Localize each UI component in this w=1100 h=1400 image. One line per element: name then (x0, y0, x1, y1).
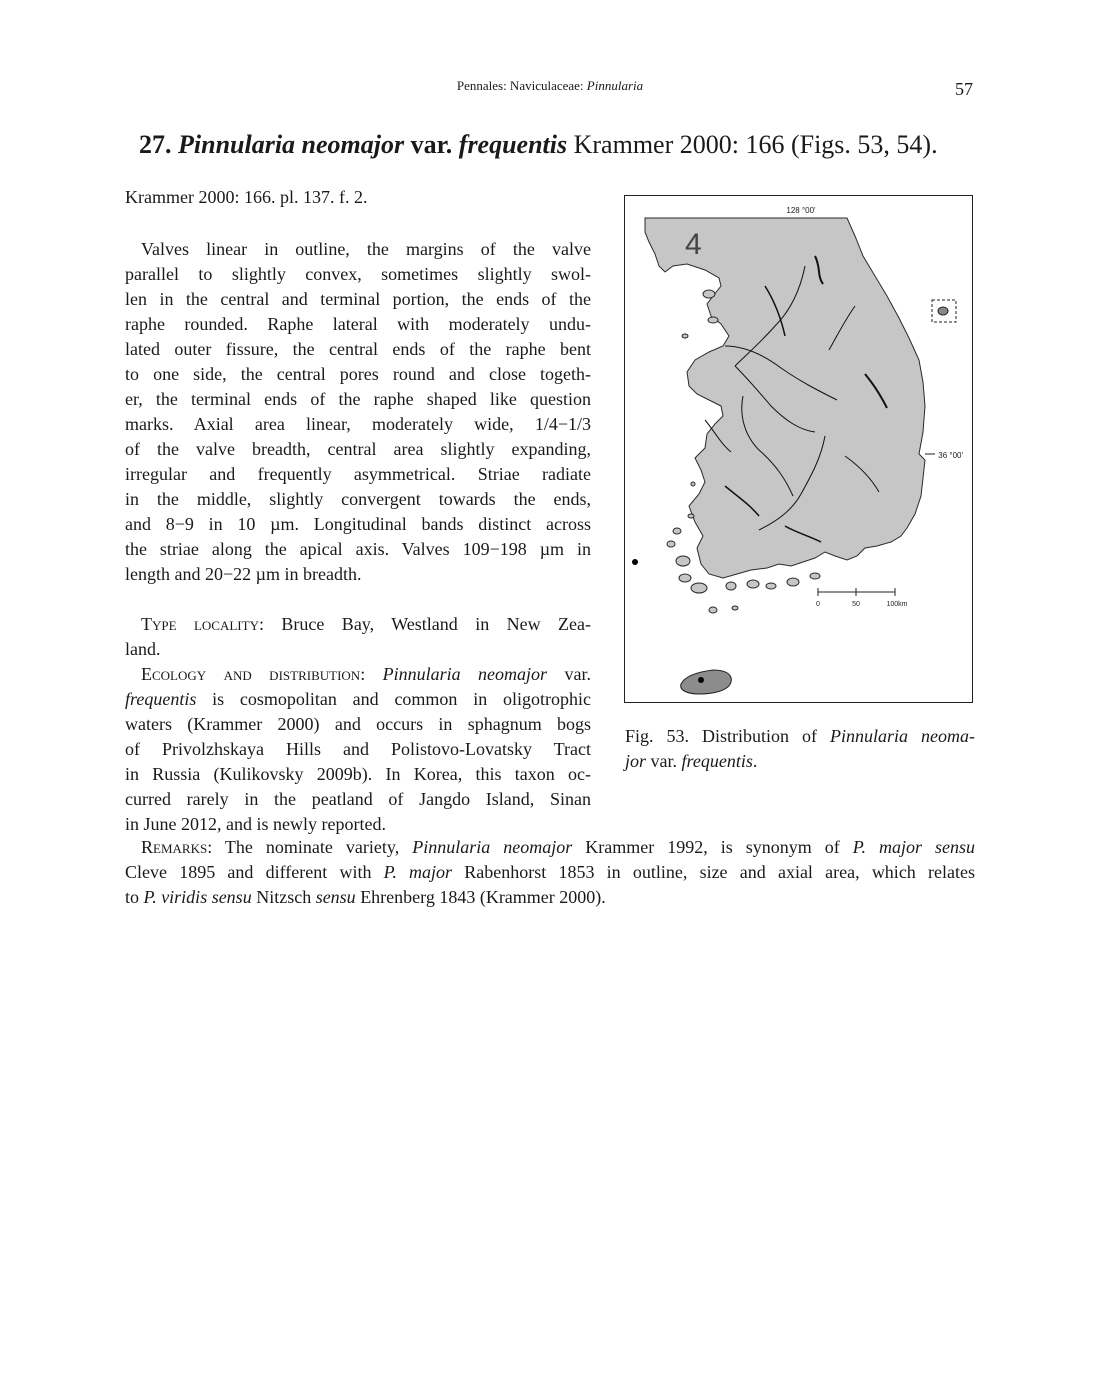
species-name: Pinnularia neomajor (178, 130, 405, 159)
latitude-label: 36 °00' (938, 451, 963, 460)
ecology-line: curred rarely in the peatland of Jangdo Island, Sinan (125, 789, 591, 809)
figure-caption (625, 724, 975, 774)
description-line: parallel to slightly convex, sometimes slightly swol- (125, 264, 591, 284)
description-line: len in the central and terminal portion, the ends of the (125, 289, 591, 309)
peninsula-shape (645, 218, 925, 578)
description-line: raphe rounded. Raphe lateral with moderately undu- (125, 314, 591, 334)
remarks-line: Remarks: The nominate variety, Pinnularia neomajor Krammer 1992, is synonym of P. major sensu (141, 837, 975, 857)
scale-label-100km: 100km (886, 601, 908, 608)
species-authority: Krammer 2000: 166 (Figs. 53, 54). (573, 130, 938, 159)
remarks-label: Remarks (141, 837, 208, 857)
description-line: of the valve breadth, central area slightly expanding, (125, 439, 591, 459)
page-number: 57 (955, 79, 973, 99)
caption-line: jor var. frequentis. (625, 751, 758, 771)
type-locality-label: Type locality (141, 614, 259, 634)
description-line: in the middle, slightly convergent towards the ends, (125, 489, 591, 509)
species-title (139, 130, 938, 160)
type-locality-paragraph (125, 612, 591, 837)
ecology-line: frequentis is cosmopolitan and common in oligotrophic (125, 689, 591, 709)
ecology-line: in Russia (Kulikovsky 2009b). In Korea, this taxon oc- (125, 764, 591, 784)
remarks-line: to P. viridis sensu Nitzsch sensu Ehrenberg 1843 (Krammer 2000). (125, 887, 606, 907)
jeju-island (681, 670, 732, 694)
scale-label-50: 50 (852, 601, 860, 608)
description-line: marks. Axial area linear, moderately wide, 1/4−1/3 (125, 414, 591, 434)
type-locality-line: Type locality: Bruce Bay, Westland in New Zea- (141, 614, 591, 634)
ecology-label: Ecology and distribution (141, 664, 361, 684)
description-paragraph (125, 237, 591, 587)
description-line: to one side, the central pores round and close togeth- (125, 364, 591, 384)
running-head-genus: Pinnularia (586, 78, 644, 93)
remarks-line: Cleve 1895 and different with P. major Rabenhorst 1853 in outline, size and axial area, which relates (125, 862, 975, 882)
remarks-paragraph (125, 835, 975, 910)
ecology-line: Ecology and distribution: Pinnularia neomajor var. (141, 664, 591, 684)
scale-label-0: 0 (816, 601, 820, 608)
ecology-line: of Privolzhskaya Hills and Polistovo-Lovatsky Tract (125, 739, 591, 759)
longitude-label: 128 °00' (786, 206, 816, 215)
description-line: and 8−9 in 10 µm. Longitudinal bands distinct across (125, 514, 591, 534)
korea-map (625, 196, 972, 702)
running-head (0, 78, 1100, 94)
description-line: Valves linear in outline, the margins of the valve (141, 239, 591, 259)
description-line: irregular and frequently asymmetrical. Striae radiate (125, 464, 591, 484)
ecology-line: waters (Krammer 2000) and occurs in sphagnum bogs (125, 714, 591, 734)
caption-line: Fig. 53. Distribution of Pinnularia neoma- (625, 726, 975, 746)
distribution-map-figure (624, 195, 973, 703)
variety-name: frequentis (458, 130, 568, 159)
type-locality-line: land. (125, 639, 161, 659)
reference-line: Krammer 2000: 166. pl. 137. f. 2. (125, 187, 368, 207)
description-line: lated outer fissure, the central ends of the raphe bent (125, 339, 591, 359)
description-line: length and 20−22 µm in breadth. (125, 564, 362, 584)
map-number: 4 (685, 228, 702, 261)
jangdo-locality-dot (632, 559, 638, 565)
scale-bar (816, 588, 908, 608)
ulleungdo-island (938, 307, 948, 315)
description-line: the striae along the apical axis. Valves 109−198 µm in (125, 539, 591, 559)
jeju-locality-dot (698, 677, 704, 683)
description-line: er, the terminal ends of the raphe shaped like question (125, 389, 591, 409)
species-number: 27. (139, 130, 172, 159)
ecology-line: in June 2012, and is newly reported. (125, 814, 386, 834)
var-label: var. (410, 130, 453, 159)
running-head-text: Pennales: Naviculaceae: (456, 78, 587, 93)
